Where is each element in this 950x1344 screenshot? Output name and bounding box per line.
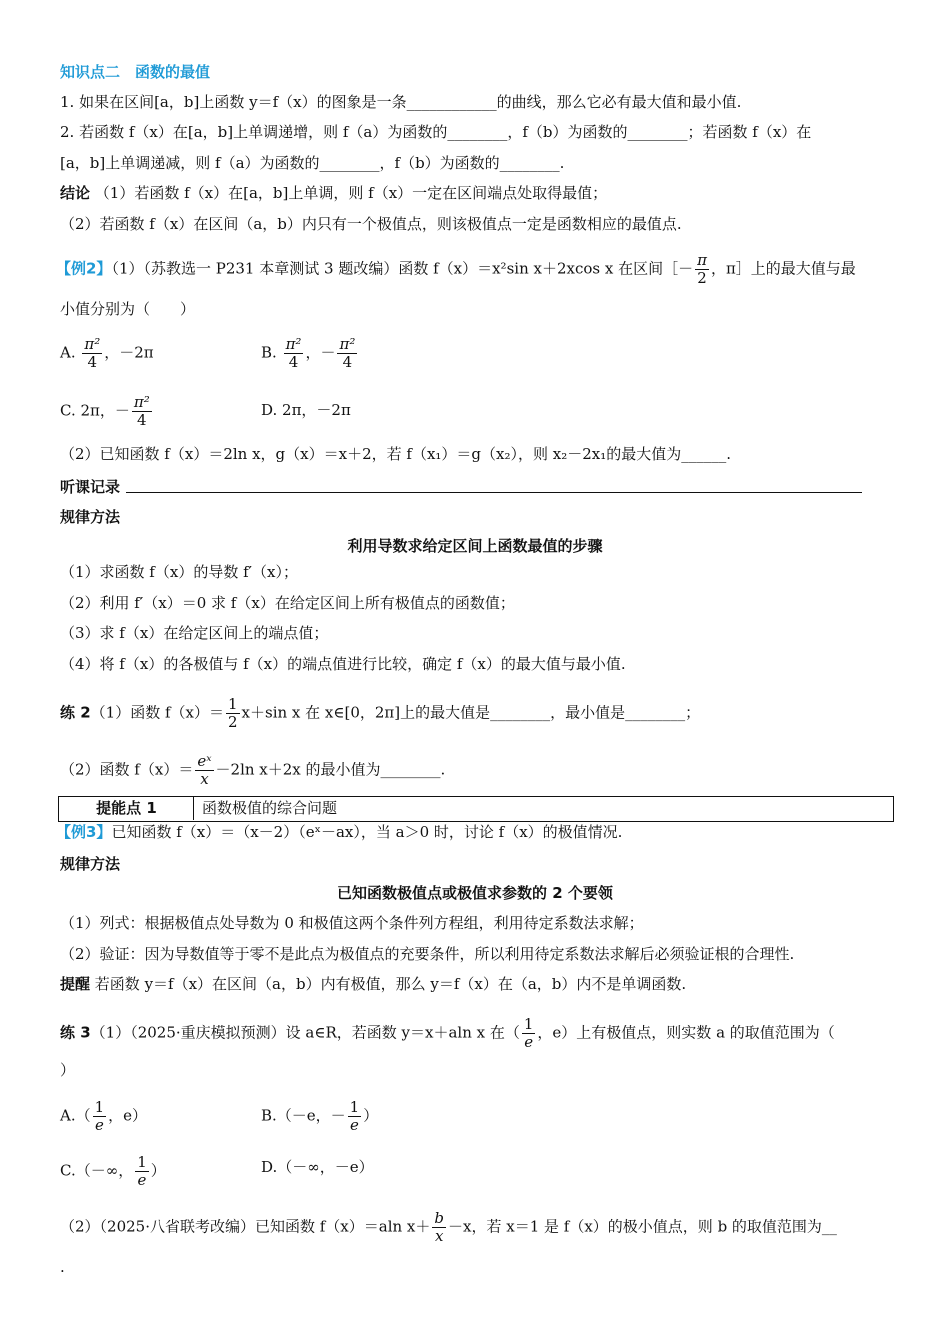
paragraph-1: 1. 如果在区间[a，b]上函数 y＝f（x）的图象是一条____________的曲线，那么它必有最大值和最小值. xyxy=(60,93,742,111)
fraction-one-over-e: $\frac{1}{e}$ xyxy=(349,1098,360,1134)
example-2-q2: （2）已知函数 f（x）＝2ln x，g（x）＝x＋2，若 f（x₁）＝g（x₂），则 x₂－2x₁的最大值为______. xyxy=(60,445,732,463)
fraction-pi2-over-4: $\frac{\text{π²}}{4}$ xyxy=(133,393,150,429)
example-2-q1-cont: 小值分别为（ ） xyxy=(60,300,196,318)
fraction-pi2-over-4: $\frac{\text{π²}}{4}$ xyxy=(285,335,302,371)
example-3: 【例3】已知函数 f（x）＝（x－2）（eˣ－ax），当 a＞0 时，讨论 f（x）的极值情况. xyxy=(56,823,623,841)
fraction-ex-over-x: $\frac{\text{eˣ}}{x}$ xyxy=(197,752,212,788)
topic-table-divider xyxy=(193,796,194,820)
fraction-one-half: $\frac{1}{2}$ xyxy=(228,695,238,731)
paragraph-2b: [a，b]上单调递减，则 f（a）为函数的________，f（b）为函数的________. xyxy=(60,154,565,172)
steps2-item-2: （2）验证：因为导数值等于零不是此点为极值点的充要条件，所以利用待定系数法求解后必须验证根的合理性. xyxy=(60,945,795,963)
fraction-one-over-e: $\frac{1}{e}$ xyxy=(137,1153,147,1189)
option-c: C. 2π，－ $\frac{\text{π²}}{4}$ xyxy=(60,393,150,429)
steps2-item-1: （1）列式：根据极值点处导数为 0 和极值这两个条件列方程组，利用待定系数法求解； xyxy=(60,914,644,932)
step-1: （1）求函数 f（x）的导数 f′（x）； xyxy=(60,563,299,581)
practice-3-q2: （2）（2025·八省联考改编）已知函数 f（x）＝aln x＋ $\frac{b}{x}$ －x，若 x＝1 是 f（x）的极小值点，则 b 的取值范围为__ xyxy=(60,1209,837,1245)
topic-table-label: 提能点 1 xyxy=(96,799,157,817)
example-2-q1-pre: （1）（苏教选一 P231 本章测试 3 题改编）函数 f（x）＝x²sin x＋2xcos x 在区间［－ xyxy=(111,259,694,278)
reminder: 提醒 若函数 y＝f（x）在区间（a，b）内有极值，那么 y＝f（x）在（a，b）内不是单调函数. xyxy=(60,975,687,993)
topic-table-title: 函数极值的综合问题 xyxy=(202,799,338,817)
conclusion-label: 结论 xyxy=(60,184,91,202)
section-title: 知识点二 函数的最值 xyxy=(60,63,211,81)
practice-2-q2: （2）函数 f（x）＝ $\frac{\text{eˣ}}{x}$ －2ln x＋2x 的最小值为________. xyxy=(60,752,446,788)
conclusion-1-text: （1）若函数 f（x）在[a，b]上单调，则 f（x）一定在区间端点处取得最值； xyxy=(94,184,608,202)
fraction-pi2-over-4: $\frac{\text{π²}}{4}$ xyxy=(84,335,101,371)
fraction-pi2-over-4: $\frac{\text{π²}}{4}$ xyxy=(339,335,356,371)
step-2: （2）利用 f′（x）＝0 求 f（x）在给定区间上所有极值点的函数值； xyxy=(60,594,515,612)
method-label: 规律方法 xyxy=(60,508,121,526)
option-c: C.（－∞， $\frac{1}{e}$ ） xyxy=(60,1153,166,1189)
practice-2-label: 练 2 xyxy=(60,703,91,722)
fraction-one-over-e: $\frac{1}{e}$ xyxy=(523,1015,534,1051)
option-d: D. 2π，－2π xyxy=(261,401,351,419)
fraction-pi-over-2: $\frac{\pi}{2}$ xyxy=(697,251,707,287)
reminder-label: 提醒 xyxy=(60,975,91,993)
practice-2-q1: 练 2（1）函数 f（x）＝ $\frac{1}{2}$ x＋sin x 在 x∈[0，2π]上的最大值是________，最小值是________； xyxy=(60,695,701,731)
method2-label: 规律方法 xyxy=(60,855,121,873)
steps-title: 利用导数求给定区间上函数最值的步骤 xyxy=(347,537,603,555)
notes-label: 听课记录 xyxy=(60,478,121,496)
practice-3-q2-end: . xyxy=(60,1258,65,1276)
option-b: B. $\frac{\text{π²}}{4}$ ，－ $\frac{\text{π²}}{4}$ xyxy=(261,335,356,371)
notes-line xyxy=(126,492,862,493)
conclusion-1 xyxy=(60,182,607,204)
practice-3-q1: 练 3（1）（2025·重庆模拟预测）设 a∈R，若函数 y＝x＋aln x 在（ $\frac{1}{e}$ ，e）上有极值点，则实数 a 的取值范围为（ xyxy=(60,1015,835,1051)
practice-3-label: 练 3 xyxy=(60,1023,91,1042)
option-a: A.（ $\frac{1}{e}$ ，e） xyxy=(60,1098,148,1134)
option-a: A. $\frac{\text{π²}}{4}$ ，－2π xyxy=(60,335,154,371)
option-b: B.（－e，－ $\frac{1}{e}$ ） xyxy=(261,1098,379,1134)
example-3-tag: 【例3】 xyxy=(56,823,112,841)
step-4: （4）将 f（x）的各极值与 f（x）的端点值进行比较，确定 f（x）的最大值与最小值. xyxy=(60,655,626,673)
practice-3-q1-cont: ） xyxy=(60,1061,76,1079)
option-d: D.（－∞，－e） xyxy=(261,1158,374,1176)
example-2-q1-post: ，π］上的最大值与最 xyxy=(710,259,856,278)
example-2-tag: 【例2】 xyxy=(56,259,112,278)
paragraph-2a: 2. 若函数 f（x）在[a，b]上单调递增，则 f（a）为函数的________，f（b）为函数的________；若函数 f（x）在 xyxy=(60,123,812,141)
conclusion-2: （2）若函数 f（x）在区间（a，b）内只有一个极值点，则该极值点一定是函数相应的最值点. xyxy=(60,215,682,233)
steps2-title: 已知函数极值点或极值求参数的 2 个要领 xyxy=(337,884,613,902)
step-3: （3）求 f（x）在给定区间上的端点值； xyxy=(60,624,329,642)
fraction-one-over-e: $\frac{1}{e}$ xyxy=(94,1098,105,1134)
fraction-b-over-x: $\frac{b}{x}$ xyxy=(434,1209,445,1245)
example-2-q1 xyxy=(56,252,856,287)
